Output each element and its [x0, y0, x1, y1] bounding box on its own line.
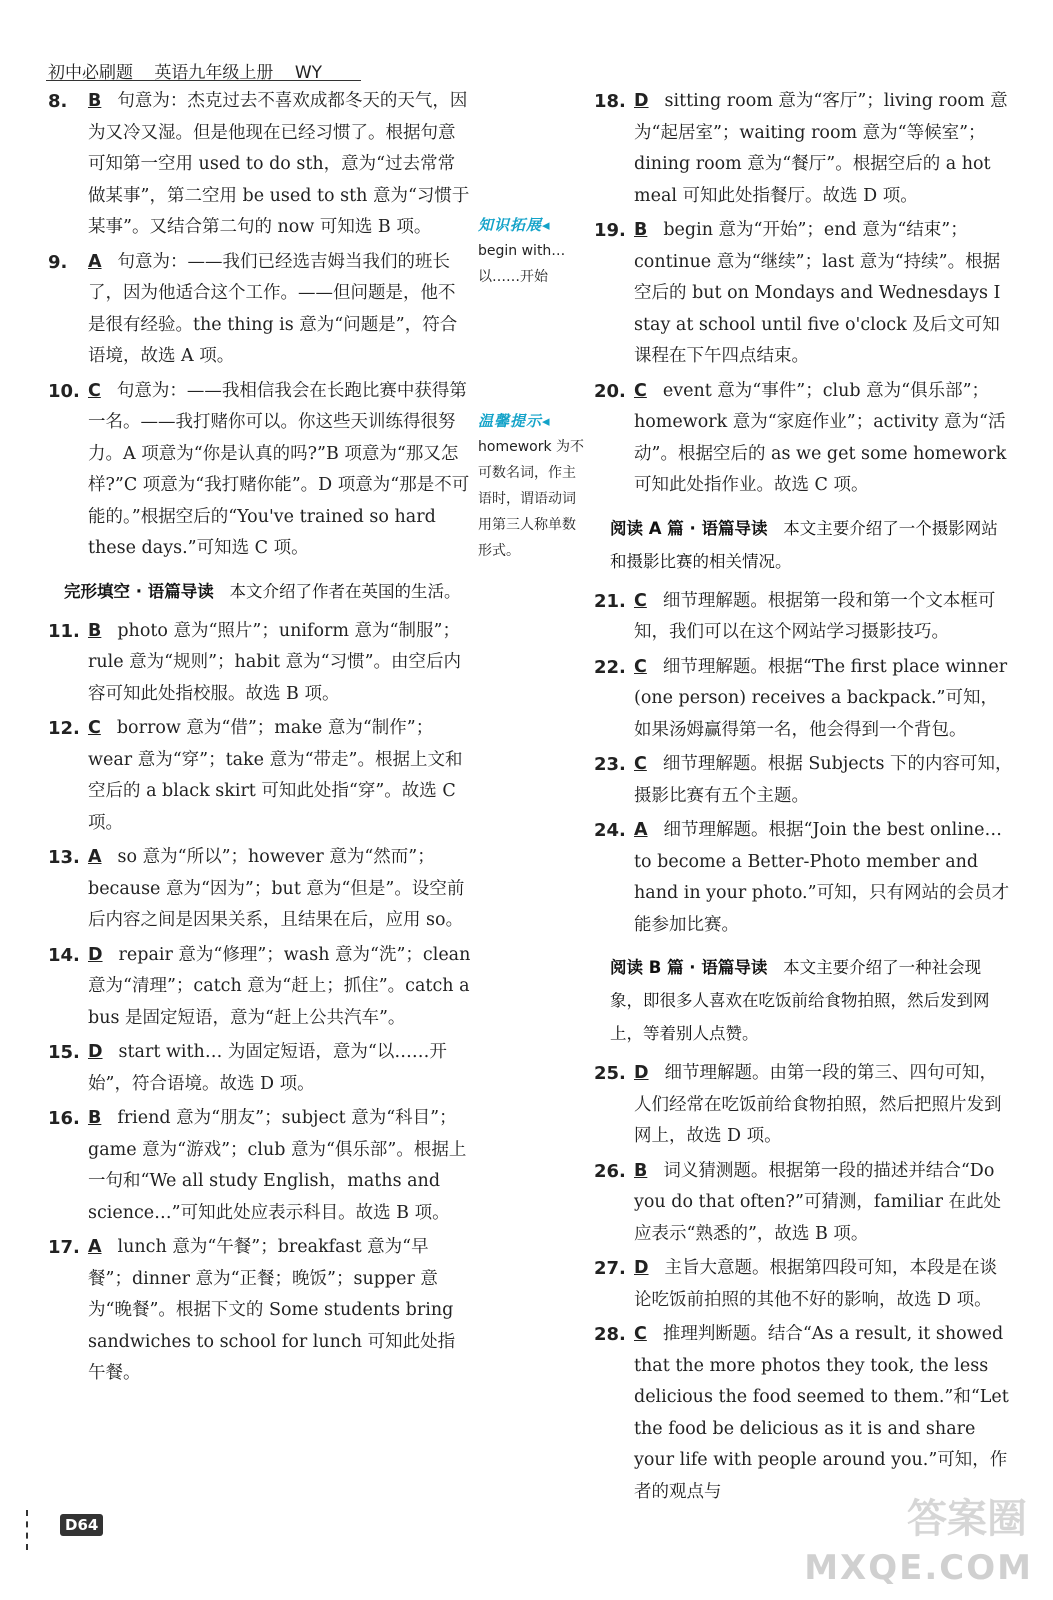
question-number: 28.: [594, 1324, 626, 1345]
answer-letter: A: [88, 251, 102, 272]
answer-item: [48, 1103, 472, 1229]
explanation-text: begin 意为“开始”；end 意为“结束”；continue 意为“继续”；last 意为“持续”。根据空后的 but on Mondays and Wednesdays I stay at school until five o'clock 及后文可知课程在下午四点结束。: [634, 220, 1001, 366]
answer-item: [594, 1253, 1014, 1316]
answer-item: [48, 616, 472, 711]
question-number: 24.: [594, 820, 626, 841]
section-heading-reading-b: [610, 951, 1014, 1050]
section-heading-cloze: [64, 575, 472, 608]
answers-group-2: [48, 616, 472, 1390]
answer-letter: D: [88, 944, 103, 965]
right-column: [594, 86, 1014, 1511]
page-corner-mark: [26, 1510, 48, 1550]
answer-letter: D: [88, 1042, 103, 1062]
answer-item: [594, 1156, 1014, 1251]
answer-letter: D: [634, 1258, 649, 1278]
section-title: 阅读 A 篇 · 语篇导读: [610, 518, 768, 538]
answer-letter: A: [88, 847, 102, 867]
answer-item: [48, 1037, 472, 1100]
question-number: 21.: [594, 590, 626, 612]
watermark: MXQE.COM: [804, 1548, 1033, 1588]
answer-letter: C: [88, 380, 101, 401]
explanation-text: 细节理解题。根据“The first place winner (one person) receives a backpack.”可知，如果汤姆赢得第一名，他会得到一个背包。: [634, 656, 1008, 740]
explanation-text: borrow 意为“借”；make 意为“制作”；wear 意为“穿”；take 意为“带走”。根据上文和空后的 a black skirt 可知此处指“穿”。故选 C 项。: [88, 718, 463, 833]
answer-letter: D: [634, 1063, 649, 1083]
answer-item: [594, 376, 1014, 502]
sidebar-tip-knowledge: [478, 212, 588, 290]
explanation-text: photo 意为“照片”；uniform 意为“制服”；rule 意为“规则”；habit 意为“习惯”。由空后内容可知此处指校服。故选 B 项。: [88, 620, 462, 704]
answer-letter: C: [634, 590, 647, 611]
answer-item: [48, 247, 472, 373]
section-desc: 本文介绍了作者在英国的生活。: [229, 581, 461, 601]
answer-item: [594, 815, 1014, 941]
question-number: 9.: [48, 251, 68, 273]
explanation-text: 推理判断题。结合“As a result, it showed that the more photos they took, the less delicious the food seemed to them.”和“Let the food be delicious as it is and share your life with people around you.”可知，作者的观点与: [634, 1324, 1009, 1502]
answer-item: [594, 86, 1014, 212]
answer-item: [594, 586, 1014, 649]
answer-item: [48, 842, 472, 937]
subject-name: 英语九年级上册: [154, 63, 274, 83]
question-number: 25.: [594, 1063, 626, 1084]
answer-item: [594, 749, 1014, 812]
question-number: 11.: [48, 620, 80, 642]
tip-text: homework 为不可数名词，作主语时，谓语动词用第三人称单数形式。: [478, 439, 585, 559]
sidebar-tip-reminder: [478, 408, 588, 564]
question-number: 20.: [594, 380, 626, 402]
answer-letter: B: [634, 220, 648, 240]
tip-tag: 温馨提示◂: [478, 412, 551, 430]
answer-letter: B: [88, 620, 102, 641]
question-number: 18.: [594, 91, 626, 112]
explanation-text: so 意为“所以”；however 意为“然而”；because 意为“因为”；but 意为“但是”。设空前后内容之间是因果关系，且结果在后，应用 so。: [88, 847, 465, 930]
answers-group-1: [48, 86, 472, 565]
question-number: 17.: [48, 1237, 80, 1258]
answer-letter: C: [634, 754, 647, 774]
edition: WY: [294, 63, 323, 83]
answer-letter: B: [88, 91, 102, 111]
series-name: 初中必刷题: [48, 63, 133, 83]
tip-text: begin with… 以……开始: [478, 243, 566, 285]
answer-letter: B: [634, 1160, 648, 1181]
section-heading-reading-a: [610, 512, 1014, 578]
question-number: 26.: [594, 1160, 626, 1182]
section-desc: 本文主要介绍了一种社会现象，即很多人喜欢在吃饭前给食物拍照，然后发到网上，等着别人点赞。: [610, 958, 990, 1043]
explanation-text: lunch 意为“午餐”；breakfast 意为“早餐”；dinner 意为“正餐；晚饭”；supper 意为“晚餐”。根据下文的 Some students bring sandwiches to school for lunch 可知此处指午餐。: [88, 1237, 456, 1383]
answer-item: [594, 1058, 1014, 1153]
question-number: 10.: [48, 380, 80, 402]
question-number: 23.: [594, 754, 626, 775]
answer-item: [594, 1319, 1014, 1508]
answer-letter: C: [634, 380, 647, 401]
answers-group-reading-a: [594, 586, 1014, 942]
explanation-text: start with… 为固定短语，意为“以……开始”，符合语境。故选 D 项。: [88, 1042, 447, 1094]
answer-letter: C: [634, 1324, 647, 1344]
answer-item: [48, 376, 472, 565]
question-number: 8.: [48, 91, 68, 112]
question-number: 22.: [594, 656, 626, 678]
section-title: 阅读 B 篇 · 语篇导读: [610, 958, 768, 977]
header-rule: [46, 80, 361, 81]
explanation-text: repair 意为“修理”；wash 意为“洗”；clean 意为“清理”；catch 意为“赶上；抓住”。catch a bus 是固定短语，意为“赶上公共汽车”。: [88, 944, 471, 1028]
question-number: 16.: [48, 1108, 80, 1129]
explanation-text: friend 意为“朋友”；subject 意为“科目”；game 意为“游戏”；club 意为“俱乐部”。根据上一句和“We all study English，maths and science…”可知此处应表示科目。故选 B 项。: [88, 1108, 467, 1223]
explanation-text: 细节理解题。根据“Join the best online… to become a Better-Photo member and hand in your photo.”可知，只有网站的会员才能参加比赛。: [634, 820, 1010, 935]
explanation-text: sitting room 意为“客厅”；living room 意为“起居室”；waiting room 意为“等候室”；dining room 意为“餐厅”。根据空后的 a hot meal 可知此处指餐厅。故选 D 项。: [634, 91, 1008, 206]
answers-group-reading-b: [594, 1058, 1014, 1508]
question-number: 13.: [48, 847, 80, 868]
explanation-text: 句意为：——我们已经选吉姆当我们的班长了，因为他适合这个工作。——但问题是，他不是很有经验。the thing is 意为“问题是”，符合语境，故选 A 项。: [88, 251, 458, 366]
section-title: 完形填空 · 语篇导读: [64, 581, 214, 601]
answer-letter: C: [634, 656, 647, 677]
answer-item: [594, 652, 1014, 747]
answer-item: [594, 215, 1014, 373]
explanation-text: 细节理解题。根据 Subjects 下的内容可知，摄影比赛有五个主题。: [634, 754, 1013, 806]
explanation-text: event 意为“事件”；club 意为“俱乐部”；homework 意为“家庭作业”；activity 意为“活动”。根据空后的 as we get some homework 可知此处指作业。故选 C 项。: [634, 380, 1007, 495]
question-number: 12.: [48, 718, 80, 739]
answer-item: [48, 1232, 472, 1390]
question-number: 27.: [594, 1258, 626, 1279]
explanation-text: 句意为：——我相信我会在长跑比赛中获得第一名。——我打赌你可以。你这些天训练得很努力。A 项意为“你是认真的吗?”B 项意为“那又怎样?”C 项意为“我打赌你能”。D 项意为“那是不可能的。”根据空后的“You've trained so hard these days.”可知选 C 项。: [88, 380, 470, 558]
explanation-text: 主旨大意题。根据第四段可知，本段是在谈论吃饭前拍照的其他不好的影响，故选 D 项。: [634, 1258, 998, 1310]
question-number: 14.: [48, 944, 80, 966]
answer-letter: A: [88, 1237, 102, 1257]
page-number: D64: [60, 1514, 103, 1536]
answer-letter: C: [88, 718, 101, 738]
question-number: 19.: [594, 220, 626, 241]
answer-letter: A: [634, 820, 648, 840]
answers-group-3: [594, 86, 1014, 502]
answer-item: [48, 940, 472, 1035]
answer-item: [48, 713, 472, 839]
answer-letter: B: [88, 1108, 102, 1128]
explanation-text: 句意为：杰克过去不喜欢成都冬天的天气，因为又冷又湿。但是他现在已经习惯了。根据句意可知第一空用 used to do sth，意为“过去常常做某事”，第二空用 be used to sth 意为“习惯于某事”。又结合第二句的 now 可知选 B 项。: [88, 91, 470, 237]
left-column: [48, 86, 472, 1393]
answer-item: [48, 86, 472, 244]
section-desc: 本文主要介绍了一个摄影网站和摄影比赛的相关情况。: [610, 518, 998, 571]
explanation-text: 词义猜测题。根据第一段的描述并结合“Do you do that often?”可猜测，familiar 在此处应表示“熟悉的”，故选 B 项。: [634, 1160, 1002, 1244]
tip-tag: 知识拓展◂: [478, 216, 551, 234]
answer-letter: D: [634, 91, 649, 111]
question-number: 15.: [48, 1042, 80, 1063]
explanation-text: 细节理解题。由第一段的第三、四句可知，人们经常在吃饭前给食物拍照，然后把照片发到网上，故选 D 项。: [634, 1063, 1002, 1146]
watermark-logo: 答案圈: [907, 1496, 1027, 1542]
explanation-text: 细节理解题。根据第一段和第一个文本框可知，我们可以在这个网站学习摄影技巧。: [634, 590, 996, 642]
